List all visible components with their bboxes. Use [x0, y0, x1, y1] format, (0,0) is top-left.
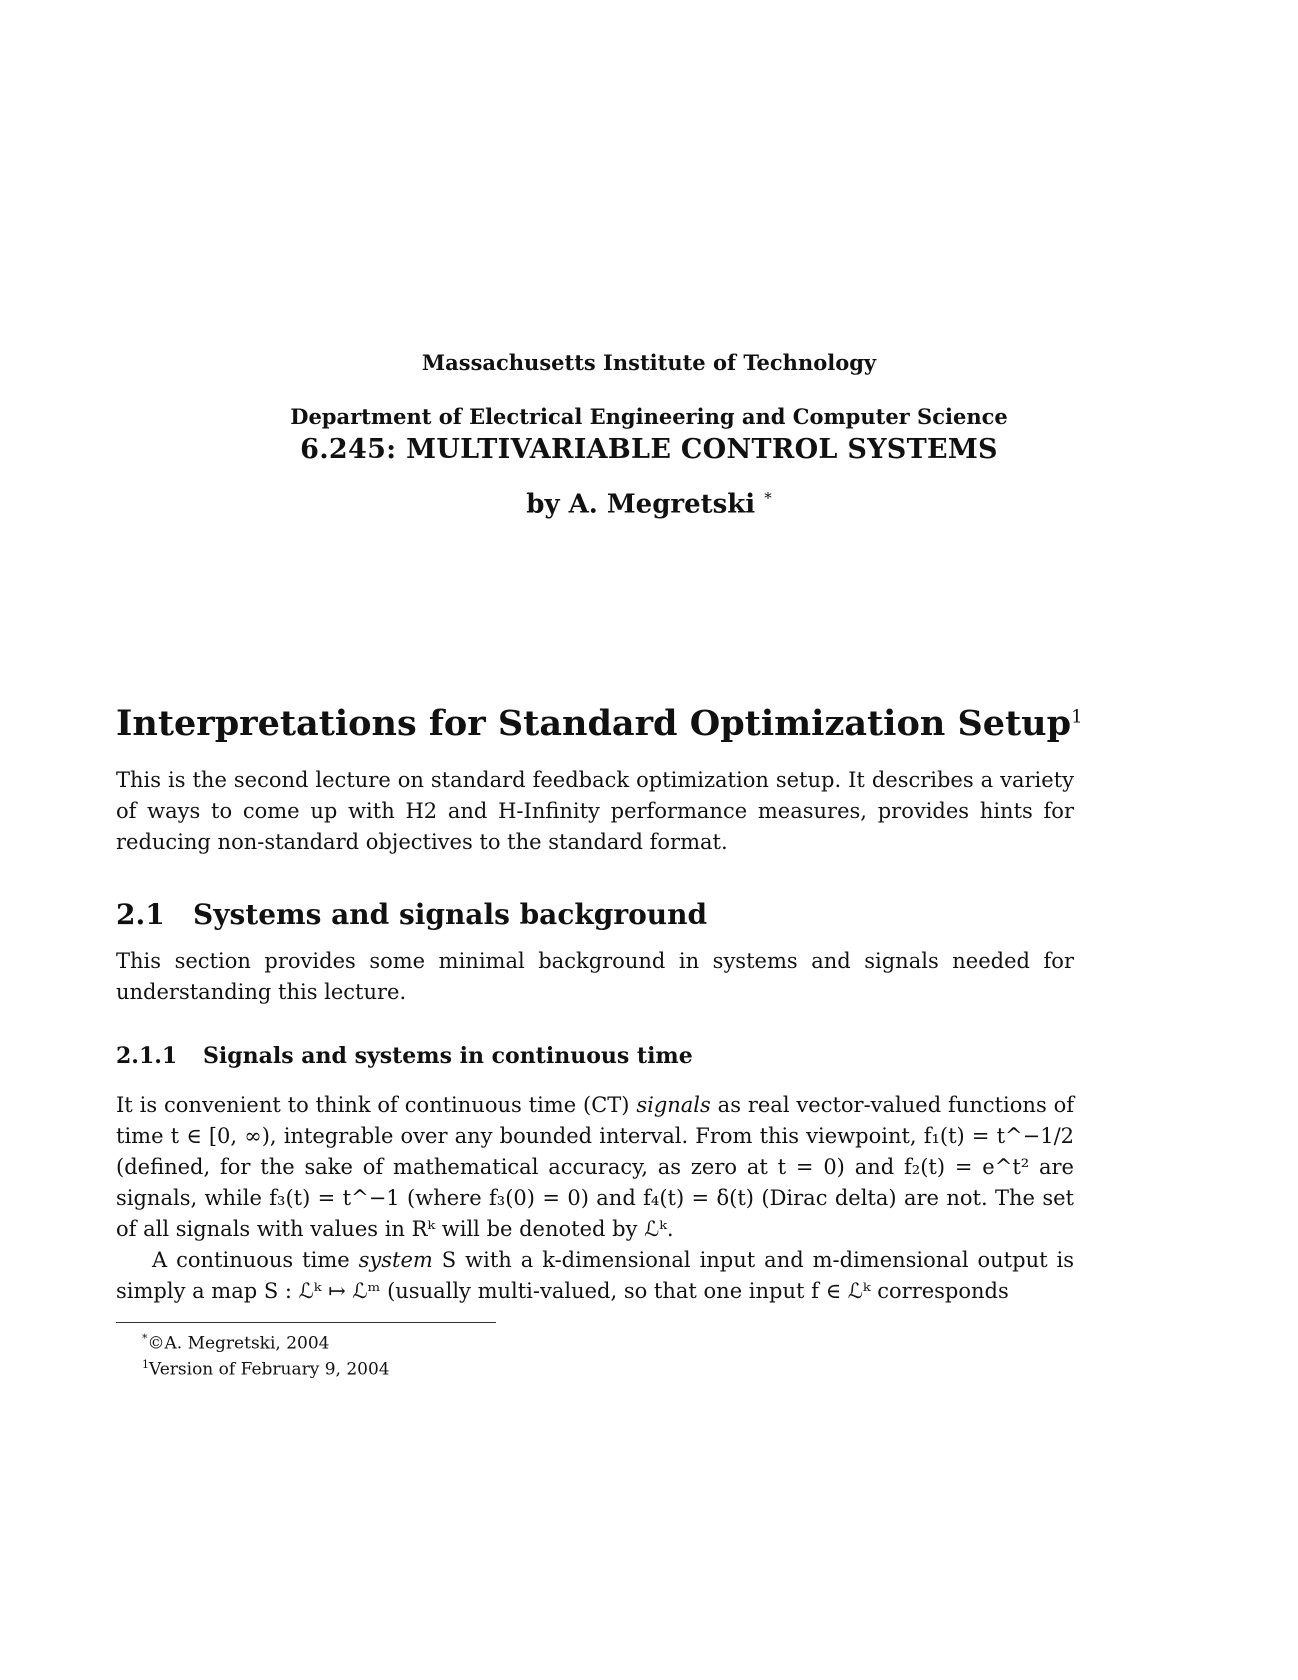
lecture-title-text: Interpretations for Standard Optimization Setup: [116, 703, 1072, 744]
lecture-title-footnote-mark: 1: [1071, 706, 1083, 728]
lecture-title: [116, 703, 1083, 744]
subsection-number: 2.1.1: [116, 1043, 178, 1069]
term-signals: signals: [636, 1093, 711, 1117]
course-title: 6.245: MULTIVARIABLE CONTROL SYSTEMS: [300, 434, 998, 465]
section-heading: [116, 898, 707, 931]
subsection-body: [116, 1090, 1074, 1307]
footnote-version-mark: 1: [142, 1358, 149, 1371]
section-body: This section provides some minimal background in systems and signals needed for understanding this lecture.: [116, 949, 1074, 1004]
author-footnote-mark: *: [764, 489, 772, 507]
paragraph-signals: [116, 1090, 1074, 1245]
term-system: system: [358, 1248, 433, 1272]
paragraph-signals-text-b: as real vector-valued functions of time t ∈ [0, ∞), integrable over any bounded interval. From this viewpoint, f₁(t) = t^−1/2 (defined, for the sake of mathematical accuracy, as zero at t = 0) and f₂(t) = e^t² are signals, while f₃(t) = t^−1 (where f₃(0) = 0) and f₄(t) = δ(t) (Dirac delta) are not. The set of all signals with values in Rᵏ will be denoted by ℒᵏ.: [116, 1093, 1074, 1241]
footnote-copyright-mark: *: [142, 1332, 148, 1345]
footnote-copyright: [142, 1332, 330, 1354]
footnote-version: [142, 1358, 390, 1380]
lecture-abstract: This is the second lecture on standard feedback optimization setup. It describes a variety of ways to come up with H2 and H-Infinity performance measures, provides hints for reducing non-standard objectives to the standard format.: [116, 768, 1074, 854]
paragraph-systems-text-a: A continuous time: [152, 1248, 359, 1272]
section-number: 2.1: [116, 898, 165, 931]
department-name: Department of Electrical Engineering and Computer Science: [290, 404, 1008, 429]
paragraph-systems-text-b: S with a k-dimensional input and m-dimensional output is simply a map S : ℒᵏ ↦ ℒᵐ (usually multi-valued, so that one input f ∈ ℒᵏ corresponds: [116, 1248, 1074, 1303]
paragraph-signals-text-a: It is convenient to think of continuous time (CT): [116, 1093, 637, 1117]
footnote-copyright-text: ©A. Megretski, 2004: [147, 1333, 330, 1354]
footnote-version-text: Version of February 9, 2004: [149, 1359, 390, 1380]
subsection-title: Signals and systems in continuous time: [203, 1043, 693, 1069]
author-name: by A. Megretski: [526, 489, 756, 520]
author-line: [0, 489, 1298, 520]
subsection-heading: [116, 1043, 693, 1069]
paragraph-systems: [116, 1245, 1074, 1307]
section-title: Systems and signals background: [193, 898, 708, 931]
institution-name: Massachusetts Institute of Technology: [421, 350, 877, 375]
footnote-divider: [116, 1322, 496, 1323]
